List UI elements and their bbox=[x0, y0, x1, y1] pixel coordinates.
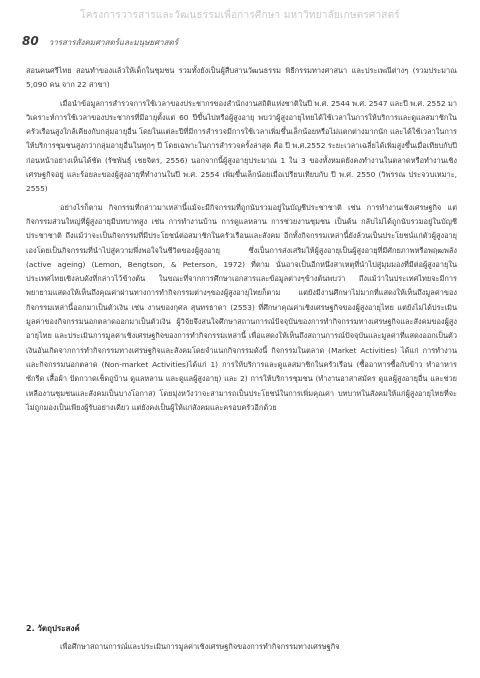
journal-title: วารสารสังคมศาสตร์และมนุษยศาสตร์ bbox=[48, 38, 179, 47]
section-heading: 2. วัตถุประสงค์ bbox=[26, 624, 80, 633]
watermark-text: โครงการวารสารและวัฒนธรรมเพื่อการศึกษา มหาวิทยาลัยเกษตรศาสตร์ bbox=[80, 10, 400, 21]
body-text bbox=[26, 64, 457, 419]
page-header bbox=[22, 34, 458, 49]
paragraph: เมื่อนำข้อมูลการสำรวจการใช้เวลาของประชากรของสำนักงานสถิติแห่งชาติในปี พ.ศ. 2544 พ.ศ. 2547 และปี พ.ศ. 2552 มาวิเคราะห์การใช้เวลาของประชากรที่มีอายุตั้งแต่ 60 ปีขึ้นไปหรือผู้สูงอายุ พบว่าผู้สูงอายุไทยได้ใช้เวลาในการให้บริการและดูแลสมาชิกในครัวเรือนสูงใกล้เคียงกับกลุ่มอายุอื่น โดยในแต่ละปีที่มีการสำรวจมีการใช้เวลาเพิ่มขึ้นเล็กน้อยหรือไม่แตกต่างมากนัก และได้ใช้เวลาในการให้บริการชุมชนสูงกว่ากลุ่มอายุอื่นในทุกๆ ปี โดยเฉพาะในการสำรวจครั้งล่าสุด คือ ปี พ.ศ.2552 ระยะเวลาเฉลี่ยได้เพิ่มสูงขึ้นเมื่อเทียบกับปีก่อนหน้าอย่างเห็นได้ชัด (รัชพันธุ์ เชยจิตร, 2556) นอกจากนี้ผู้สูงอายุประมาณ 1 ใน 3 ของทั้งหมดยังคงทำงานในตลาดหรือทำงานเชิงเศรษฐกิจอยู่ และร้อยละของผู้สูงอายุที่ทำงานในปี พ.ศ. 2554 เพิ่มขึ้นเล็กน้อยเมื่อเปรียบเทียบกับ ปี พ.ศ. 2550 (วิพรรณ ประจวบเหมาะ, 2555) bbox=[26, 98, 457, 194]
paragraph: สอนคนศรีไทย สอนทำของแล้วให้เด็กในชุมชน รวมทั้งยังเป็นผู้สืบสานวัฒนธรรม พิธีกรรมทางศาสนา และประเพณีต่างๆ (รวมประมาณ 5,090 คน จาก 22 สาขา) bbox=[26, 66, 457, 90]
paragraph: อย่างไรก็ตาม กิจกรรมที่กล่าวมาเหล่านี้แม้จะมีกิจกรรมที่ถูกนับรวมอยู่ในบัญชีประชาชาติ เช่น การทำงานเชิงเศรษฐกิจ แต่กิจกรรมส่วนใหญ่ที่ผู้สูงอายุมีบทบาทสูง เช่น การทำงานบ้าน การดูแลหลาน การช่วยงานชุมชน เป็นต้น กลับไม่ได้ถูกนับรวมอยู่ในบัญชีประชาชาติ ถึงแม้ว่าจะเป็นกิจกรรมที่มีประโยชน์ต่อสมาชิกในครัวเรือนและสังคม อีกทั้งกิจกรรมเหล่านี้ยังล้วนเป็นประโยชน์แก่ตัวผู้สูงอายุเองโดยเป็นกิจกรรมที่นำไปสู่ความพึ่งพอใจในชีวิตของผู้สูงอายุ ซึ่งเป็นการส่งเสริมให้ผู้สูงอายุเป็นผู้สูงอายุที่มีศักยภาพหรือพฤฒพลัง (active ageing) (Lemon, Bengtson, & Peterson, 1972) ที่ตาม นั่นอาจเป็นอีกหนึ่งสาเหตุที่นำไปสู่มุมมองที่มีต่อผู้สูงอายุในประเทศไทยเชิงลบดังที่กล่าวไว้ข้างต้น ในขณะที่จากการศึกษาเอกสารและข้อมูลต่างๆข้างต้นพบว่า ถึงแม้ว่าในประเทศไทยจะมีการพยายามแสดงให้เห็นถึงคุณค่าผ่านทางการทำกิจกรรมต่างๆของผู้สูงอายุไทยก็ตาม แต่ยังมีงานศึกษาไม่มากที่แสดงให้เห็นถึงมูลค่าของกิจกรรมเหล่านี้ออกมาเป็นตัวเงิน เช่น งานของกุศล สุนทรธาดา (2553) ที่ศึกษาคุณค่าเชิงเศรษฐกิจของผู้สูงอายุไทย แต่ยังไม่ได้ประเมินมูลค่าของกิจกรรมนอกตลาดออกมาเป็นตัวเงิน ผู้วิจัยจึงสนใจศึกษาสถานการณ์ปัจจุบันของการทำกิจกรรมทางเศรษฐกิจและสังคมของผู้สูงอายุไทย และประเมินการมูลค่าเชิงเศรษฐกิจของการทำกิจกรรมเหล่านี้ เพื่อแสดงให้เห็นถึงสถานการณ์ปัจจุบันและมูลค่าที่แสดงออกเป็นตัวเงินอันเกิดจากการทำกิจกรรมทางเศรษฐกิจและสังคมโดยจำแนกกิจกรรมดังนี้ กิจกรรมในตลาด (Market Activities) ได้แก่ การทำงาน และกิจกรรมนอกตลาด (Non-market Activities)ได้แก่ 1) การให้บริการและดูแลสมาชิกในครัวเรือน (ซื้ออาหารซื้อกับข้าว ทำอาหาร ซักรีด เสื้อผ้า ปัดกวาดเช็ดถูบ้าน ดูแลหลาน และดูแลผู้สูงอายุ) และ 2) การให้บริการชุมชน (ทำงานอาสาสมัคร ดูแลผู้สูงอายุอื่น และช่วยเหลืองานชุมชนและสังคมเป็นบางโอกาส) โดยมุ่งหวังว่าจะสามารถเป็นประโยชน์ในการเพิ่มคุณค่า บทบาทในสังคมให้แก่ผู้สูงอายุไทยที่จะไม่ถูกมองเป็นเพียงผู้รับอย่างเดียว แต่ยังคงเป็นผู้ให้แก่สังคมและครอบครัวอีกด้วย bbox=[26, 202, 457, 412]
section-paragraph: เพื่อศึกษาสถานการณ์และประเมินการมูลค่าเชิงเศรษฐกิจของการทำกิจกรรมทางเศรษฐกิจ bbox=[60, 642, 340, 651]
page-number: 80 bbox=[22, 34, 39, 48]
